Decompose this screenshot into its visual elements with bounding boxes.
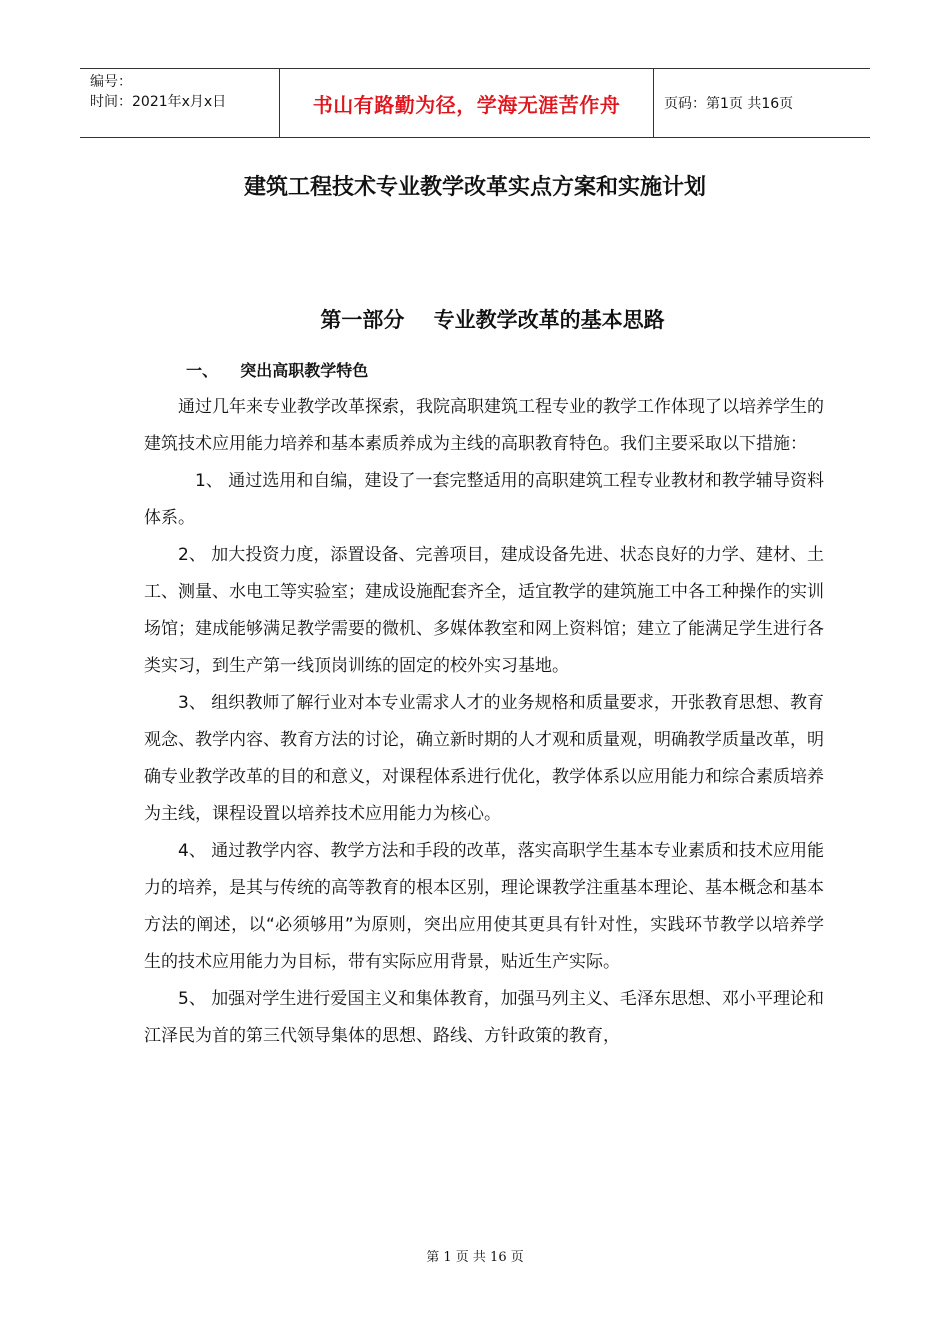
paragraph-intro: 通过几年来专业教学改革探索，我院高职建筑工程专业的教学工作体现了以培养学生的建筑技术应用能力培养和基本素质养成为主线的高职教育特色。我们主要采取以下措施： bbox=[144, 397, 824, 454]
number-label: 编号： bbox=[90, 74, 132, 90]
motto-cell bbox=[280, 69, 654, 137]
paragraph-item-4: 4、 通过教学内容、教学方法和手段的改革，落实高职学生基本专业素质和技术应用能力的培养，是其与传统的高等教育的根本区别，理论课教学注重基本理论、基本概念和基本方法的阐述，以“必须够用”为原则，突出应用使其更具有针对性，实践环节教学以培养学生的技术应用能力为目标，带有实际应用背景，贴近生产实际。 bbox=[144, 841, 824, 972]
header-table bbox=[80, 68, 870, 138]
page-footer: 第 1 页 共 16 页 bbox=[426, 1250, 524, 1265]
section-heading: 一、 突出高职教学特色 bbox=[186, 361, 369, 380]
paragraph-item-3: 3、 组织教师了解行业对本专业需求人才的业务规格和质量要求，开张教育思想、教育观念、教学内容、教育方法的讨论，确立新时期的人才观和质量观，明确教学质量改革，明确专业教学改革的目的和意义，对课程体系进行优化，教学体系以应用能力和综合素质培养为主线，课程设置以培养技术应用能力为核心。 bbox=[144, 693, 824, 824]
page-info-text: 页码：第1页 共16页 bbox=[664, 96, 794, 112]
body-text bbox=[144, 389, 824, 1055]
motto-text: 书山有路勤为径，学海无涯苦作舟 bbox=[312, 92, 621, 117]
header-meta-cell bbox=[80, 69, 280, 137]
time-label: 时间：2021年x月x日 bbox=[90, 94, 227, 110]
paragraph-item-2: 2、 加大投资力度，添置设备、完善项目，建成设备先进、状态良好的力学、建材、土工、测量、水电工等实验室；建成设施配套齐全，适宜教学的建筑施工中各工种操作的实训场馆；建成能够满足教学需要的微机、多媒体教室和网上资料馆；建立了能满足学生进行各类实习，到生产第一线顶岗训练的固定的校外实习基地。 bbox=[144, 545, 824, 676]
part-title: 第一部分 专业教学改革的基本思路 bbox=[320, 308, 665, 332]
page-info-cell bbox=[654, 69, 870, 137]
document-title: 建筑工程技术专业教学改革实点方案和实施计划 bbox=[243, 175, 706, 200]
paragraph-item-5: 5、 加强对学生进行爱国主义和集体教育，加强马列主义、毛泽东思想、邓小平理论和江泽民为首的第三代领导集体的思想、路线、方针政策的教育， bbox=[144, 989, 824, 1046]
paragraph-item-1: 1、 通过选用和自编，建设了一套完整适用的高职建筑工程专业教材和教学辅导资料体系。 bbox=[144, 471, 824, 528]
